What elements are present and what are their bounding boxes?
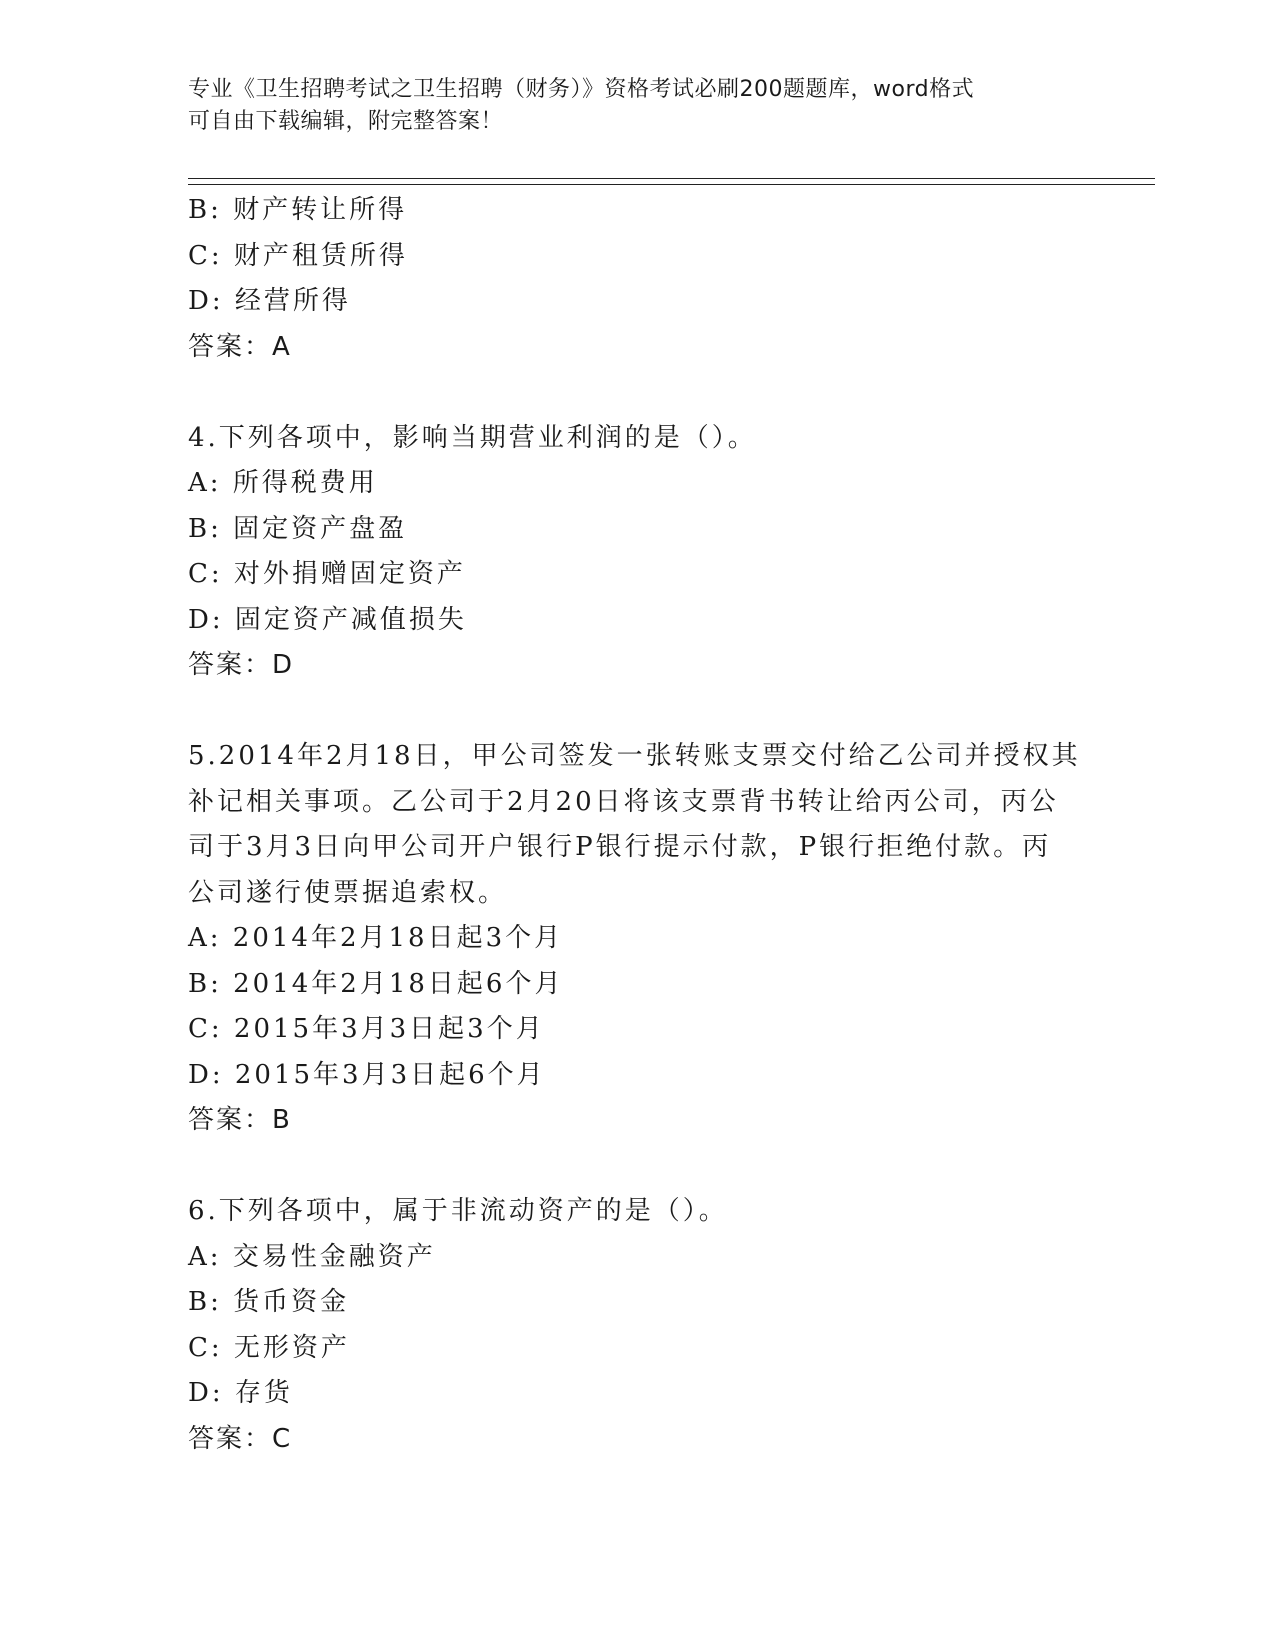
header-title-line-1: 专业《卫生招聘考试之卫生招聘（财务）》资格考试必刷200题题库，word格式 [188, 77, 975, 102]
question-4 [188, 416, 1088, 689]
answer-line: 答案：D [188, 650, 295, 680]
question-stem-line-1: 5.2014年2月18日，甲公司签发一张转账支票交付给乙公司并授权其 [188, 741, 1081, 771]
question-stem-line-3: 司于3月3日向甲公司开户银行P银行提示付款，P银行拒绝付款。丙 [188, 832, 1052, 862]
header-title-line-2: 可自由下载编辑，附完整答案！ [188, 109, 504, 134]
option-d: D: 2015年3月3日起6个月 [188, 1059, 546, 1090]
question-stem-line-4: 公司遂行使票据追索权。 [188, 877, 508, 908]
question-5 [188, 734, 1088, 1144]
option-c: C: 对外捐赠固定资产 [188, 559, 466, 589]
option-a: A: 2014年2月18日起3个月 [188, 923, 564, 953]
question-stem-line-2: 补记相关事项。乙公司于2月20日将该支票背书转让给丙公司，丙公 [188, 786, 1059, 817]
option-d: D: 固定资产减值损失 [188, 604, 467, 635]
option-d: D: 经营所得 [188, 286, 351, 316]
document-header [188, 74, 1088, 138]
option-c: C: 财产租赁所得 [188, 240, 408, 271]
answer-line: 答案：B [188, 1105, 292, 1135]
question-stem: 4.下列各项中，影响当期营业利润的是（）。 [188, 422, 757, 453]
option-a: A: 交易性金融资产 [188, 1241, 436, 1272]
answer-line: 答案：C [188, 1423, 293, 1454]
answer-line: 答案：A [188, 331, 292, 362]
option-c: C: 无形资产 [188, 1332, 350, 1363]
option-a: A: 所得税费用 [188, 468, 378, 498]
option-d: D: 存货 [188, 1378, 293, 1408]
document-body [188, 188, 1088, 1462]
question-stem: 6.下列各项中，属于非流动资产的是（）。 [188, 1196, 728, 1226]
option-b: B: 财产转让所得 [188, 195, 408, 225]
option-c: C: 2015年3月3日起3个月 [188, 1014, 545, 1044]
option-b: B: 固定资产盘盈 [188, 513, 408, 544]
header-divider [188, 178, 1155, 185]
question-3-continued [188, 188, 1088, 370]
question-6 [188, 1189, 1088, 1462]
option-b: B: 2014年2月18日起6个月 [188, 968, 564, 999]
option-b: B: 货币资金 [188, 1287, 350, 1317]
